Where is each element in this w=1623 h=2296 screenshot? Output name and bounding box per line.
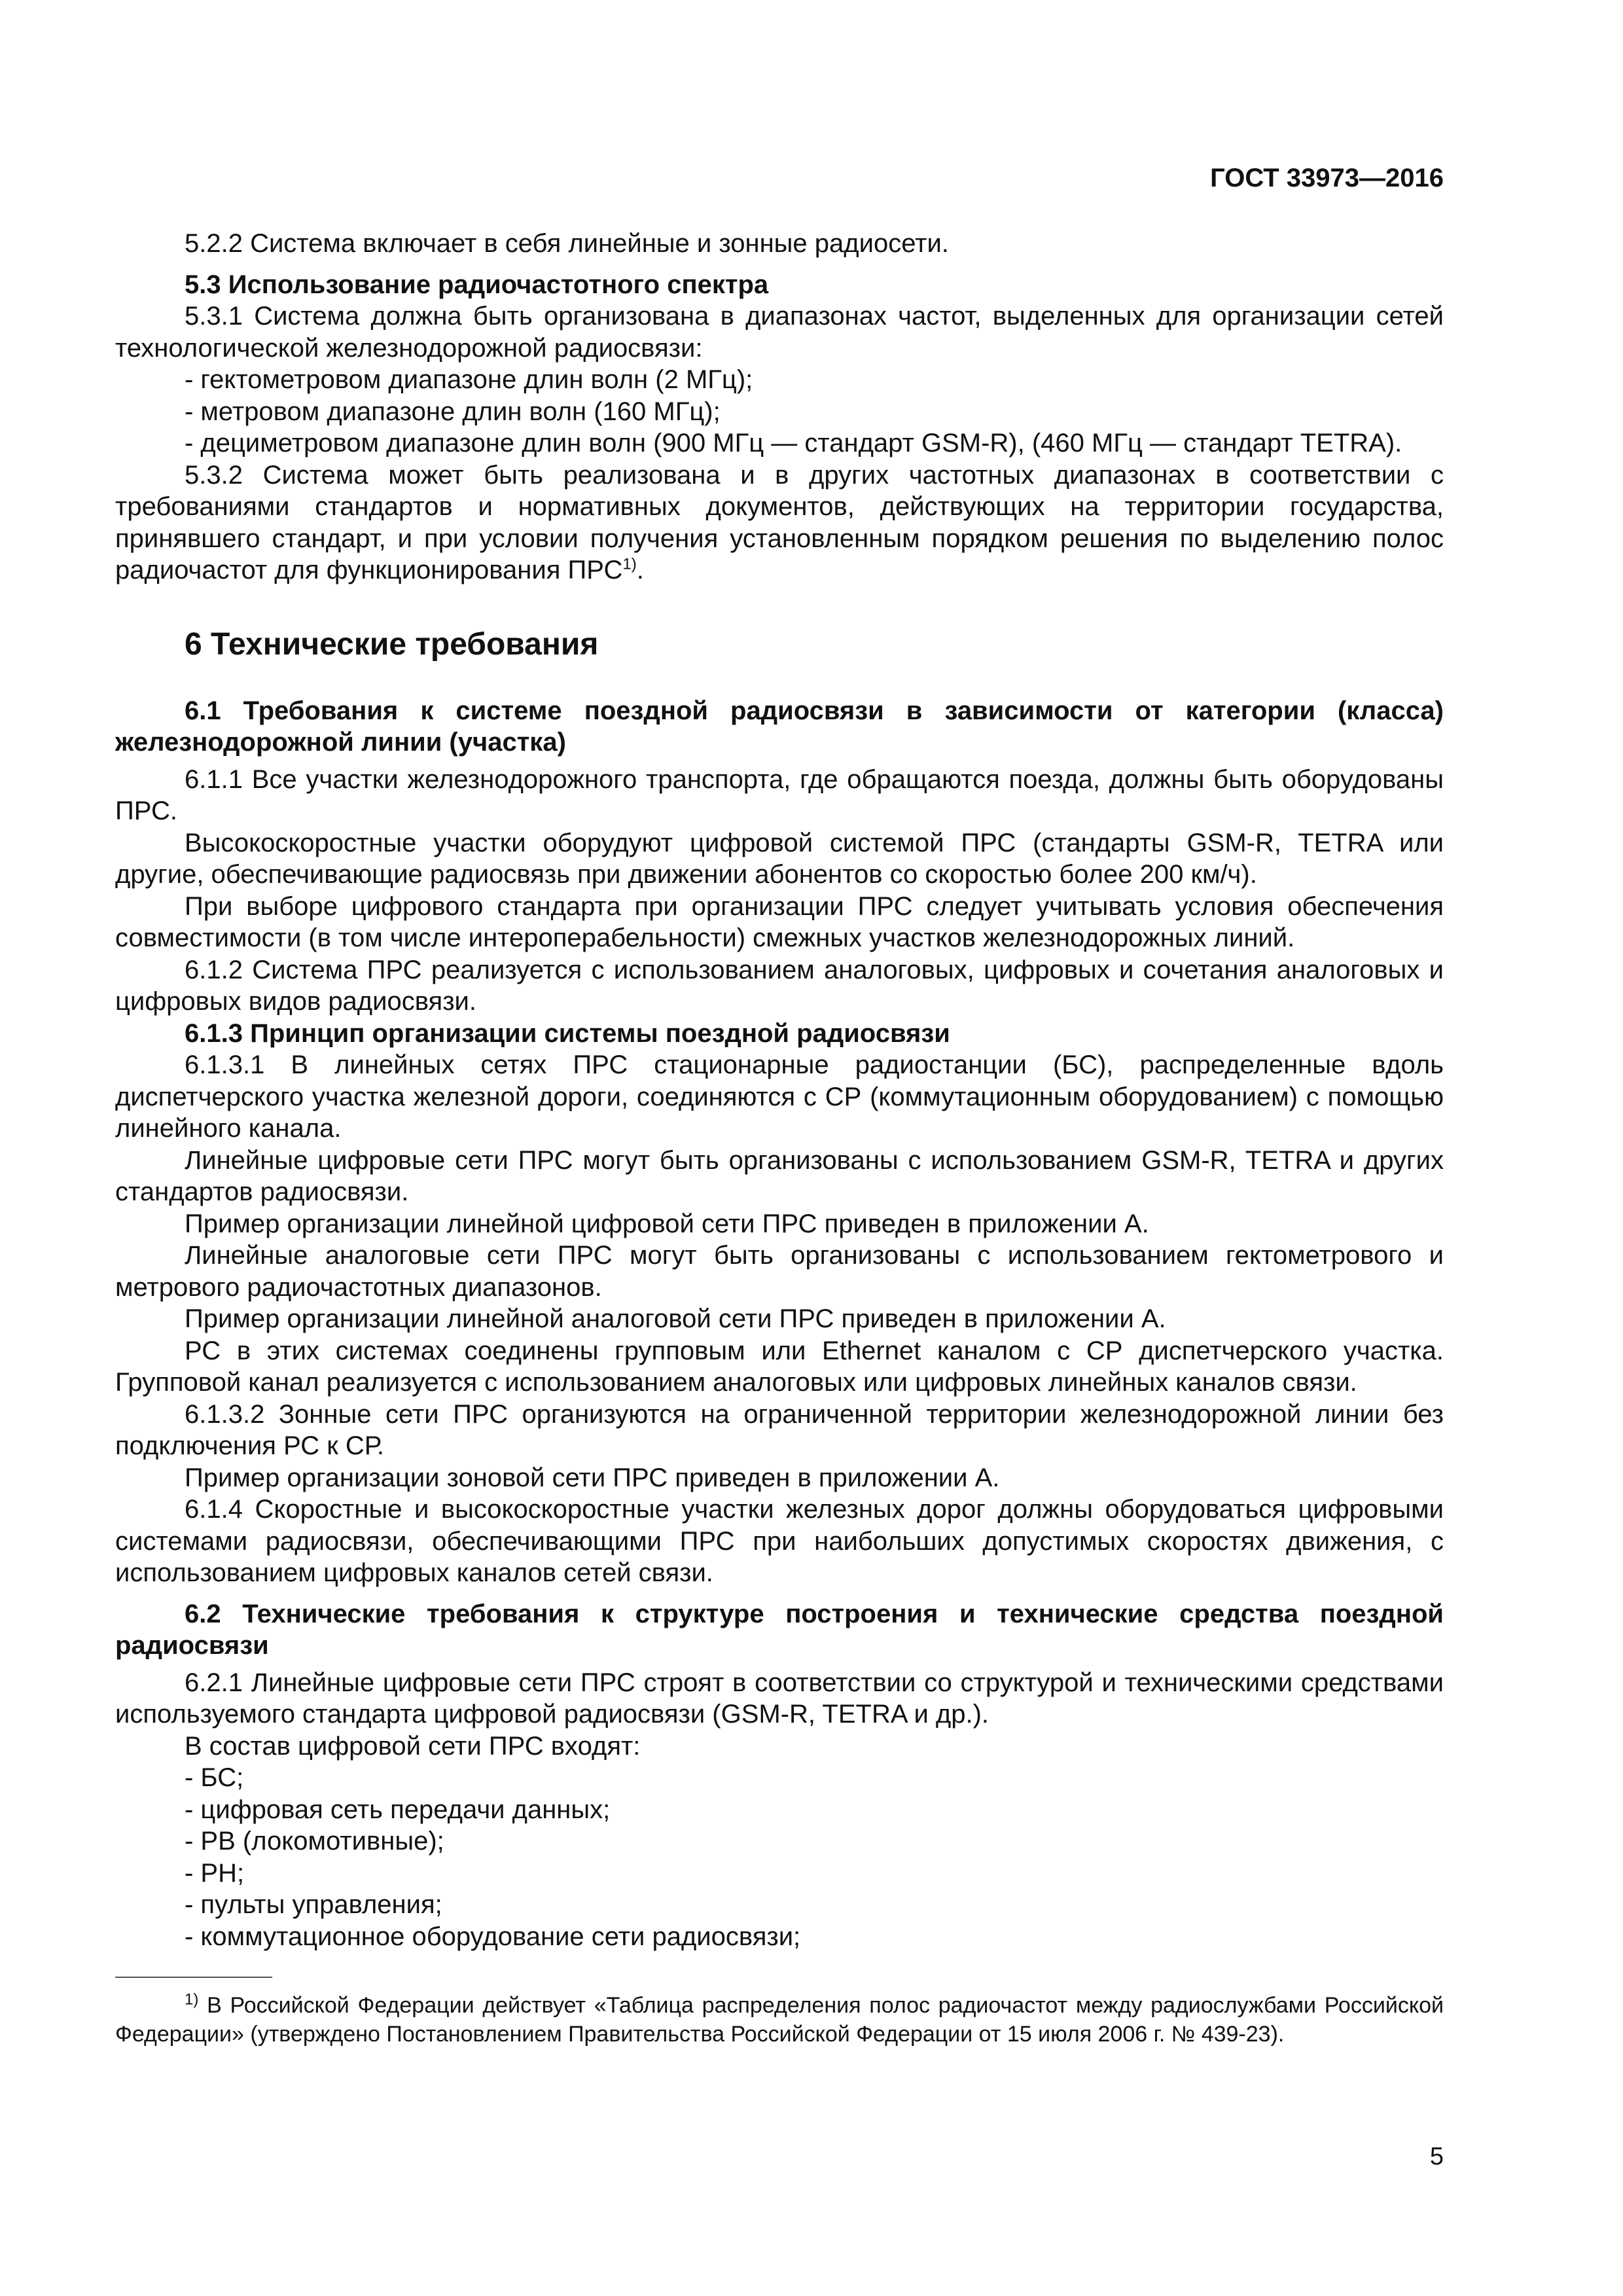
list-item: - дециметровом диапазоне длин волн (900 МГц — стандарт GSM-R), (460 МГц — стандарт TETRA). [185, 429, 1402, 457]
paragraph: Линейные цифровые сети ПРС могут быть организованы с использованием GSM-R, TETRA и других стандартов радиосвязи. [115, 1145, 1444, 1206]
paragraph-5-3-2-end: . [636, 556, 644, 584]
page-number: 5 [1429, 2143, 1444, 2170]
paragraph-5-3-2-text: 5.3.2 Система может быть реализована и в других частотных диапазонах в соответствии с требованиями стандартов и нормативных документов, действующих на территории государства, принявшего стандарт, и при условии получения установленным порядком решения по выделению полос радиочастот для функционирования ПРС [115, 460, 1444, 584]
page-body [115, 228, 1444, 1952]
paragraph: Высокоскоростные участки оборудуют цифровой системой ПРС (стандарты GSM-R, TETRA или другие, обеспечивающие радиосвязь при движении абонентов со скоростью более 200 км/ч). [115, 828, 1444, 889]
paragraph: Пример организации зоновой сети ПРС приведен в приложении А. [185, 1463, 1000, 1492]
section-heading-6: 6 Технические требования [185, 626, 599, 662]
paragraph-6-1-2: 6.1.2 Система ПРС реализуется с использованием аналоговых, цифровых и сочетания аналоговых и цифровых видов радиосвязи. [115, 955, 1444, 1016]
document-header [115, 162, 1444, 194]
list-item: - БС; [185, 1763, 244, 1792]
paragraph-6-1-4: 6.1.4 Скоростные и высокоскоростные участки железных дорог должны оборудоваться цифровыми системами радиосвязи, обеспечивающими ПРС при наибольших допустимых скоростях движения, с использованием цифровых каналов сетей связи. [115, 1495, 1444, 1587]
heading-5-3: 5.3 Использование радиочастотного спектра [185, 270, 769, 299]
list-item: - РН; [185, 1858, 245, 1888]
paragraph: Пример организации линейной цифровой сети ПРС приведен в приложении А. [185, 1209, 1149, 1238]
list-item: - гектометровом диапазоне длин волн (2 МГц); [185, 365, 753, 394]
list-item: - метровом диапазоне длин волн (160 МГц); [185, 397, 721, 426]
heading-6-2: 6.2 Технические требования к структуре построения и технические средства поездной радиосвязи [115, 1599, 1444, 1660]
footnote-text [115, 1991, 1444, 2049]
footnote-body: В Российской Федерации действует «Таблица распределения полос радиочастот между радиослужбами Российской Федерации» (утверждено Постановлением Правительства Российской Федерации от 15 июля 2006 г. № 439-23). [115, 1993, 1444, 2047]
heading-6-1: 6.1 Требования к системе поездной радиосвязи в зависимости от категории (класса) железнодорожной линии (участка) [115, 696, 1444, 757]
list-item: - коммутационное оборудование сети радиосвязи; [185, 1922, 801, 1951]
paragraph-5-3-2 [115, 459, 1444, 586]
list-item: - цифровая сеть передачи данных; [185, 1795, 611, 1824]
standard-id: ГОСТ 33973—2016 [1210, 164, 1444, 192]
footnote-ref: 1) [622, 555, 637, 573]
paragraph-5-2-2: 5.2.2 Система включает в себя линейные и зонные радиосети. [185, 229, 949, 258]
paragraph: Линейные аналоговые сети ПРС могут быть организованы с использованием гектометрового и метрового радиочастотных диапазонов. [115, 1241, 1444, 1302]
paragraph-5-3-1: 5.3.1 Система должна быть организована в диапазонах частот, выделенных для организации сетей технологической железнодорожной радиосвязи: [115, 302, 1444, 363]
paragraph-6-1-3-1: 6.1.3.1 В линейных сетях ПРС стационарные радиостанции (БС), распределенные вдоль диспетчерского участка железной дороги, соединяются с СР (коммутационным оборудованием) с помощью линейного канала. [115, 1050, 1444, 1143]
paragraph-6-2-1: 6.2.1 Линейные цифровые сети ПРС строят в соответствии со структурой и техническими средствами используемого стандарта цифровой радиосвязи (GSM-R, TETRA и др.). [115, 1668, 1444, 1729]
list-item: - пульты управления; [185, 1890, 442, 1919]
footnote-marker: 1) [185, 1990, 199, 2009]
footnote [115, 1991, 1444, 2049]
paragraph: РС в этих системах соединены групповым или Ethernet каналом с СР диспетчерского участка. Групповой канал реализуется с использованием аналоговых или цифровых линейных каналов связи. [115, 1336, 1444, 1397]
paragraph-6-1-3-2: 6.1.3.2 Зонные сети ПРС организуются на ограниченной территории железнодорожной линии без подключения РС к СР. [115, 1399, 1444, 1460]
paragraph: При выборе цифрового стандарта при организации ПРС следует учитывать условия обеспечения совместимости (в том числе интероперабельности) смежных участков железнодорожных линий. [115, 891, 1444, 952]
footnote-divider [115, 1977, 272, 1978]
heading-6-1-3: 6.1.3 Принцип организации системы поездной радиосвязи [185, 1018, 950, 1048]
paragraph: В состав цифровой сети ПРС входят: [185, 1731, 641, 1761]
list-item: - РВ (локомотивные); [185, 1827, 444, 1856]
paragraph-6-1-1: 6.1.1 Все участки железнодорожного транспорта, где обращаются поезда, должны быть оборудованы ПРС. [115, 764, 1444, 825]
paragraph: Пример организации линейной аналоговой сети ПРС приведен в приложении А. [185, 1304, 1166, 1333]
